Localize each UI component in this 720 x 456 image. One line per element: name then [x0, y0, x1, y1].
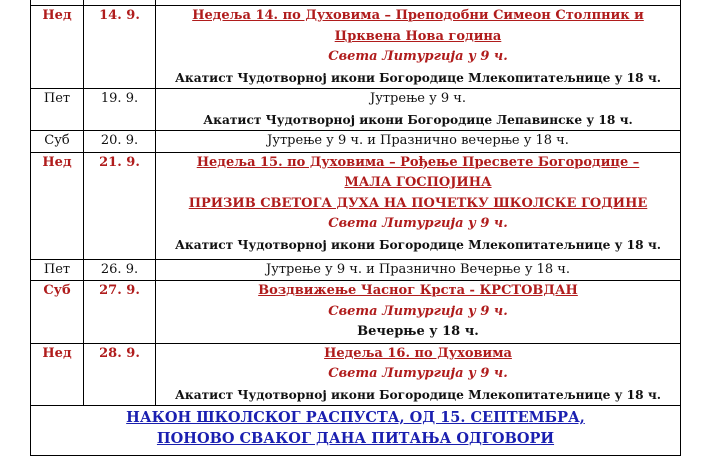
description-cell [156, 259, 681, 281]
feast-title: Црквена Нова година [334, 28, 502, 44]
day-cell: Суб [31, 131, 84, 153]
date-cell: 27. 9. [84, 281, 156, 344]
feast-title: Недеља 15. по Духовима – Рођење Пресвете Богородице – [196, 154, 640, 170]
feast-title: Воздвижење Часног Крста - КРСТОВДАН [258, 283, 578, 298]
notice-line-1: НАКОН ШКОЛСКОГ РАСПУСТА, ОД 15. СЕПТЕМБРА, [126, 409, 585, 426]
day-cell: Нед [31, 343, 84, 406]
liturgy-time: Света Литургија у 9 ч. [328, 303, 508, 319]
service-line: Акатист Чудотворној икони Богородице Лепавинске у 18 ч. [203, 112, 633, 127]
date-cell: 26. 9. [84, 259, 156, 281]
date-cell: 19. 9. [84, 89, 156, 131]
service-line: Јутрење у 9 ч. и Празнично вечерње у 18 ч. [267, 133, 569, 148]
table-row [31, 281, 681, 344]
table-row [31, 259, 681, 281]
description-cell [156, 89, 681, 131]
service-line: Акатист Чудотворној икони Богородице Млекопитатељнице у 18 ч. [174, 70, 661, 85]
table-row [31, 6, 681, 89]
description-cell [156, 281, 681, 344]
liturgy-time: Света Литургија у 9 ч. [328, 49, 508, 64]
description-cell [156, 152, 681, 259]
liturgy-time: Света Литургија у 9 ч. [328, 216, 508, 231]
day-cell: Пет [31, 259, 84, 281]
table-row [31, 89, 681, 131]
service-line: Акатист Чудотворној икони Богородице Млекопитатељнице у 18 ч. [174, 387, 661, 402]
table-row [31, 343, 681, 406]
notice-cell [31, 406, 681, 456]
service-line: Јутрење у 9 ч. [370, 91, 466, 106]
service-line: Јутрење у 9 ч. и Празнично Вечерње у 18 ч. [265, 261, 570, 277]
feast-title: ПРИЗИВ СВЕТОГА ДУХА НА ПОЧЕТКУ ШКОЛСКЕ ГОДИНЕ [188, 195, 648, 211]
date-cell: 28. 9. [84, 343, 156, 406]
day-cell: Нед [31, 6, 84, 89]
table-row [31, 131, 681, 153]
service-line: Вечерње у 18 ч. [357, 324, 479, 339]
day-cell: Нед [31, 152, 84, 259]
schedule-table [30, 0, 681, 456]
notice-row [31, 406, 681, 456]
description-cell [156, 6, 681, 89]
feast-title: МАЛА ГОСПОЈИНА [344, 175, 492, 190]
table-row [31, 152, 681, 259]
service-line: Акатист Чудотворној икони Богородице Млекопитатељнице у 18 ч. [174, 237, 661, 252]
notice-line-2: ПОНОВО СВАКОГ ДАНА ПИТАЊА ОДГОВОРИ [156, 429, 555, 447]
date-cell: 14. 9. [84, 6, 156, 89]
date-cell: 21. 9. [84, 152, 156, 259]
description-cell [156, 131, 681, 153]
feast-title: Недеља 16. по Духовима [324, 345, 512, 361]
day-cell: Пет [31, 89, 84, 131]
liturgy-time: Света Литургија у 9 ч. [328, 366, 508, 381]
description-cell [156, 343, 681, 406]
feast-title: Недеља 14. по Духовима – Преподобни Симеон Столпник и [192, 8, 644, 23]
date-cell: 20. 9. [84, 131, 156, 153]
day-cell: Суб [31, 281, 84, 344]
